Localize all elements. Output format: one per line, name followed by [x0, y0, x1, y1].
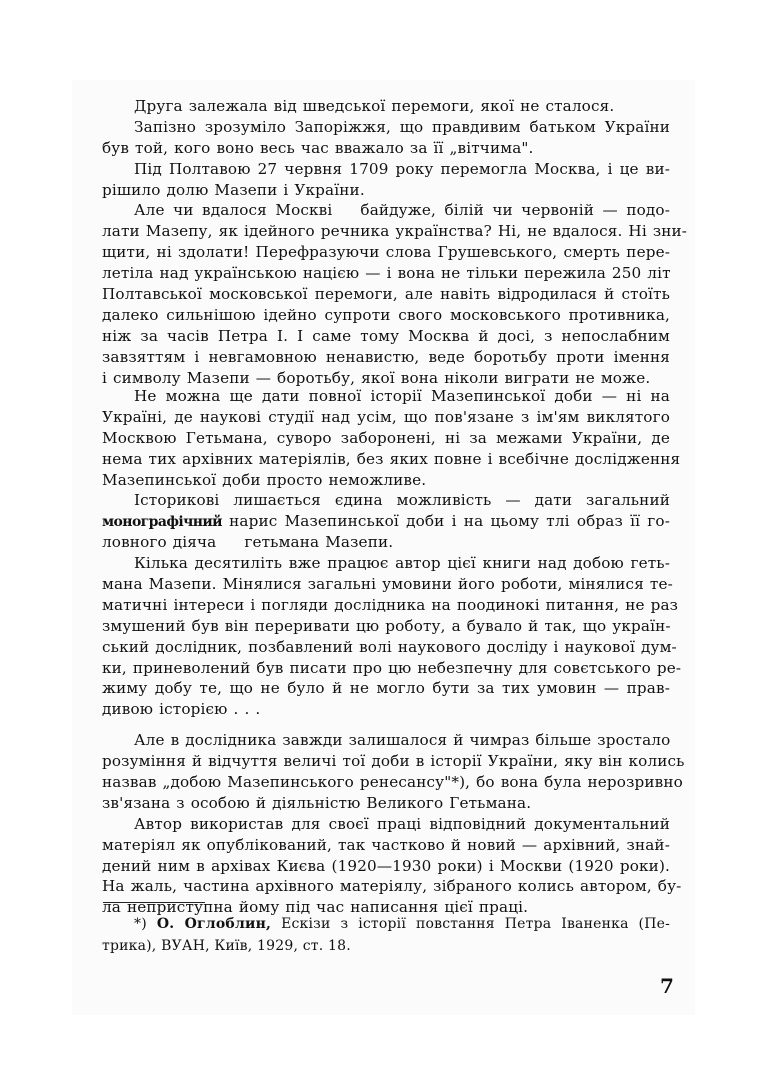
text-line: Але в дослідника завжди залишалося й чимраз більше зростало — [134, 731, 671, 750]
text-line: рішило долю Мазепи і України. — [102, 180, 365, 199]
text-line: Історикові лишається єдина можливість — дати загальний — [134, 491, 670, 510]
text-line: матеріял як опублікований, так частково й новий — архівний, знай- — [102, 835, 670, 854]
footnote-line — [102, 913, 670, 935]
text-fragment: байдуже, білій чи червоній — подо- — [360, 201, 670, 220]
text-line: лати Мазепу, як ідейного речника українства? Ні, не вдалося. Ні зни- — [102, 222, 688, 241]
text-line: назвав „добою Мазепинського ренесансу"*), бо вона була нерозривно — [102, 773, 683, 792]
footnote — [102, 913, 670, 957]
footnote-marker: *) — [134, 916, 147, 932]
text-line: дивою історією . . . — [102, 700, 261, 719]
footnote-divider — [103, 902, 205, 903]
text-line: був той, кого воно весь час вважало за її „вітчима". — [102, 138, 534, 157]
text-line: Запізно зрозуміло Запоріжжя, що правдивим батьком України — [134, 117, 670, 136]
text-line: Москвою Гетьмана, суворо заборонені, ні за межами України, де — [102, 428, 670, 447]
text-line: ніж за часів Петра І. І саме тому Москва й досі, з непослабним — [102, 326, 670, 345]
text-line: нема тих архівних матеріялів, без яких повне і всебічне дослідження — [102, 449, 681, 468]
text-line: мана Мазепи. Мінялися загальні умовини його роботи, мінялися те- — [102, 575, 673, 594]
text-fragment: Але чи вдалося Москві — [134, 201, 333, 220]
text-fragment: ловного діяча — [102, 533, 217, 552]
text-line: летіла над українською нацією — і вона не тільки пережила 250 літ — [102, 264, 671, 283]
text-line: жиму добу те, що не було й не могло бути за тих умовин — прав- — [102, 679, 670, 698]
text-line: ки, приневолений був писати про цю небезпечну для совєтського ре- — [102, 658, 682, 677]
text-line: далеко сильнішою ідейно супроти свого московського противника, — [102, 305, 670, 324]
text-line — [102, 200, 670, 221]
text-line: Друга залежала від шведської перемоги, якої не сталося. — [134, 97, 615, 115]
footnote-line: трика), ВУАН, Київ, 1929, ст. 18. — [102, 938, 351, 954]
text-line: змушений був він переривати цю роботу, а бувало й так, що україн- — [102, 616, 671, 635]
text-line: ла неприступна йому під час написання цієї праці. — [102, 898, 529, 917]
text-line — [102, 511, 670, 532]
text-fragment: нарис Мазепинської доби і на цьому тлі образ її го- — [229, 512, 670, 531]
text-line: Полтавської московської перемоги, але навіть відродилася й стоїть — [102, 285, 670, 304]
text-line: Мазепинської доби просто неможливе. — [102, 470, 427, 489]
section-1 — [102, 96, 688, 388]
text-line: щити, ні здолати! Перефразуючи слова Грушевського, смерть пере- — [102, 243, 670, 262]
text-line — [102, 532, 670, 553]
text-fragment: гетьмана Мазепи. — [244, 533, 394, 552]
bold-term: монографічний — [102, 514, 222, 531]
text-line: Кілька десятиліть вже працює автор цієї книги над добою геть- — [134, 554, 670, 573]
text-line: і символу Мазепи — боротьбу, якої вона ніколи виграти не може. — [102, 368, 651, 387]
text-line: дений ним в архівах Києва (1920—1930 роки) і Москви (1920 роки). — [102, 856, 670, 875]
text-line: Автор використав для своєї праці відповідний документальний — [134, 814, 670, 833]
text-line: зв'язана з особою й діяльністю Великого Гетьмана. — [102, 793, 532, 812]
footnote-text: Ескізи з історії повстання Петра Іваненка (Пе- — [281, 916, 671, 932]
text-line: На жаль, частина архівного матеріялу, зібраного колись автором, бу- — [102, 877, 682, 896]
text-line: розуміння й відчуття величі тої доби в історії України, яку він колись — [102, 752, 685, 771]
text-line: матичні інтереси і погляди дослідника на поодинокі питання, не раз — [102, 595, 679, 614]
text-line: завзяттям і невгамовною ненавистю, веде боротьбу проти імення — [102, 347, 670, 366]
footnote-author: О. Оглоблин, — [156, 916, 272, 932]
text-line: ський дослідник, позбавлений волі наукового досліду і наукової дум- — [102, 637, 677, 656]
section-2 — [102, 386, 685, 918]
text-line: Не можна ще дати повної історії Мазепинської доби — ні на — [134, 387, 670, 405]
paragraph-spacer — [102, 720, 670, 730]
page-number: 7 — [660, 974, 674, 998]
text-line: Україні, де наукові студії над усім, що пов'язане з ім'ям виклятого — [102, 407, 670, 426]
text-line: Під Полтавою 27 червня 1709 року перемогла Москва, і це ви- — [134, 159, 670, 178]
